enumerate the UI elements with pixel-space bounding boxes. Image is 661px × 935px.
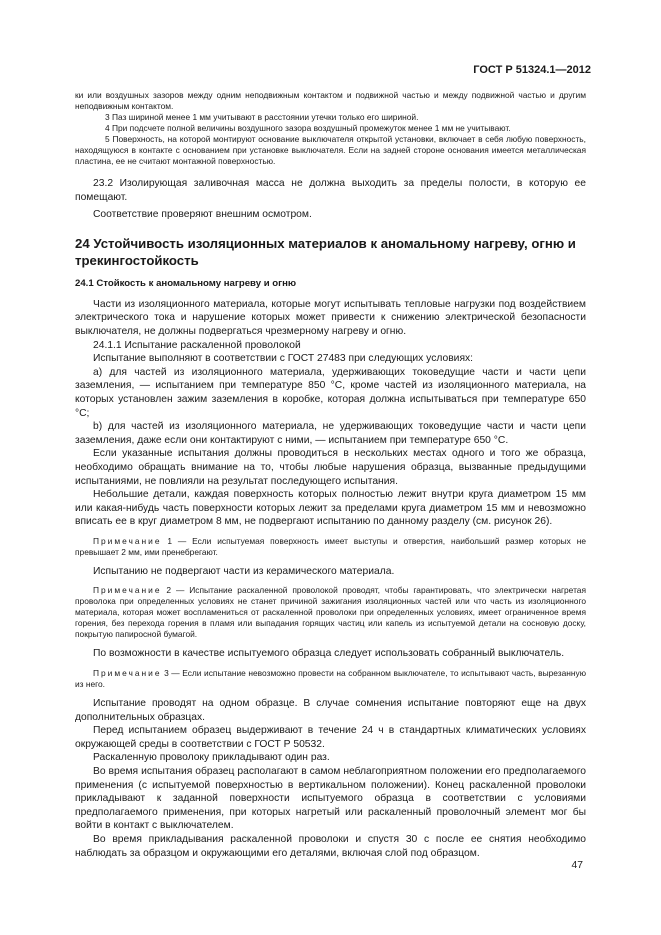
note-label: Примечание xyxy=(93,535,162,546)
top-notes xyxy=(75,90,586,167)
note-5: 5 Поверхность, на которой монтируют основание выключателя открытой установки, включает в себя любую поверхность, находящуюся в контакте с основанием при установке выключателя. Если на задней стороне основания имеется металлическая пластина, ее не считают монтажной поверхностью. xyxy=(75,134,586,166)
paragraph: Если указанные испытания должны проводиться в нескольких местах одного и того же образца, необходимо обращать внимание на то, чтобы любые нарушения образца, вызванные предыдущими испытаниями, не повлияли на результат последующего испытания. xyxy=(75,448,586,487)
paragraph: 24.1.1 Испытание раскаленной проволокой xyxy=(93,339,301,351)
paragraph: Перед испытанием образец выдерживают в течение 24 ч в стандартных климатических условиях окружающей среды в соответствии с ГОСТ Р 50532. xyxy=(75,725,586,750)
paragraph: Во время испытания образец располагают в самом неблагоприятном положении его предполагаемого применения (с испытуемой поверхностью в вертикальном положении). Конец раскаленной проволоки прикладывают к заданной поверхности испытуемого образца в соответствии с условиями предполагаемого применения, при которых нагретый или раскаленный проволочный элемент мог бы войти в контакт с выключателем. xyxy=(75,766,586,832)
section-body-b xyxy=(75,697,586,860)
subsection-heading-24-1: 24.1 Стойкость к аномальному нагреву и огню xyxy=(75,277,297,289)
note-3: 3 Паз шириной менее 1 мм учитывают в расстоянии утечки только его шириной. xyxy=(105,112,419,122)
page-content xyxy=(75,90,586,860)
standard-header: ГОСТ Р 51324.1—2012 xyxy=(473,64,591,76)
paragraph: Небольшие детали, каждая поверхность которых полностью лежит внутри круга диаметром 15 мм или какая-нибудь часть поверхности которых лежит за пределами круга диаметром 15 мм и невозможно вписать ее в круг диаметром 8 мм, не подвергают испытанию по данному разделу (см. рисунок 26). xyxy=(75,489,586,528)
note-text: 2 — Испытание раскаленной проволокой проводят, чтобы гарантировать, что электрически нагретая проволока при определенных условиях не станет причиной зажигания изоляционных частей или что часть из изоляционного материала, которая может воспламениться от раскаленной проволоки при определенных условиях, имеет ограниченное время горения, без перехода горения в пламя или выпадания горящих частиц или капель из испытуемой детали на сосновую доску, покрытую папиросной бумагой. xyxy=(75,585,586,640)
note-text: 1 — Если испытуемая поверхность имеет выступы и отверстия, наибольший размер которых не превышает 2 мм, ими пренебрегают. xyxy=(75,535,586,557)
note-4: 4 При подсчете полной величины воздушного зазора воздушный промежуток менее 1 мм не учитывают. xyxy=(105,123,511,133)
paragraph-23-2: 23.2 Изолирующая заливочная масса не должна выходить за пределы полости, в которую ее помещают. xyxy=(75,178,586,203)
paragraph: Испытание выполняют в соответствии с ГОСТ 27483 при следующих условиях: xyxy=(93,353,474,365)
paragraph: Раскаленную проволоку прикладывают один раз. xyxy=(93,752,330,764)
note-label: Примечание xyxy=(93,585,162,596)
note-text: 3 — Если испытание невозможно провести на собранном выключателе, то испытывают часть, вырезанную из него. xyxy=(75,668,586,690)
paragraph-compliance: Соответствие проверяют внешним осмотром. xyxy=(93,209,312,221)
section-body-a xyxy=(75,298,586,529)
paragraph: b) для частей из изоляционного материала, не удерживающих токоведущие части и части цепи заземления, даже если они контактируют с ними, — испытанием при температуре 650 °С. xyxy=(75,421,586,446)
note-2 xyxy=(75,585,586,640)
paragraph: Во время прикладывания раскаленной проволоки и спустя 30 с после ее снятия необходимо наблюдать за образцом и окружающими его деталями, включая слой под образцом. xyxy=(75,834,586,859)
paragraph: а) для частей из изоляционного материала, удерживающих токоведущие части и части цепи заземления, — испытанием при температуре 850 °С, кроме частей из изоляционного материала, на которых установлен зажим заземления в коробке, которая должна испытываться при температуре 650 °С; xyxy=(75,366,586,419)
note-3-block xyxy=(75,668,586,690)
paragraph-ceramic: Испытанию не подвергают части из керамического материала. xyxy=(93,565,395,577)
paragraph-assembled: По возможности в качестве испытуемого образца следует использовать собранный выключатель. xyxy=(93,648,565,660)
paragraph: Части из изоляционного материала, которые могут испытывать тепловые нагрузки под воздействием электрического тока и нарушение которых может привести к снижению электрической безопасности выключателя, не должны подвергаться чрезмерному нагреву и огню. xyxy=(75,298,586,337)
note-label: Примечание xyxy=(93,668,162,679)
note-continuation: ки или воздушных зазоров между одним неподвижным контактом и подвижной частью и между подвижной частью и другим неподвижным контактом. xyxy=(75,90,586,111)
section-heading-24: 24 Устойчивость изоляционных материалов к аномальному нагреву, огню и трекингостойкость xyxy=(75,235,576,268)
page-number: 47 xyxy=(571,860,583,871)
note-1 xyxy=(75,536,586,558)
paragraph: Испытание проводят на одном образце. В случае сомнения испытание повторяют еще на двух дополнительных образцах. xyxy=(75,698,586,723)
